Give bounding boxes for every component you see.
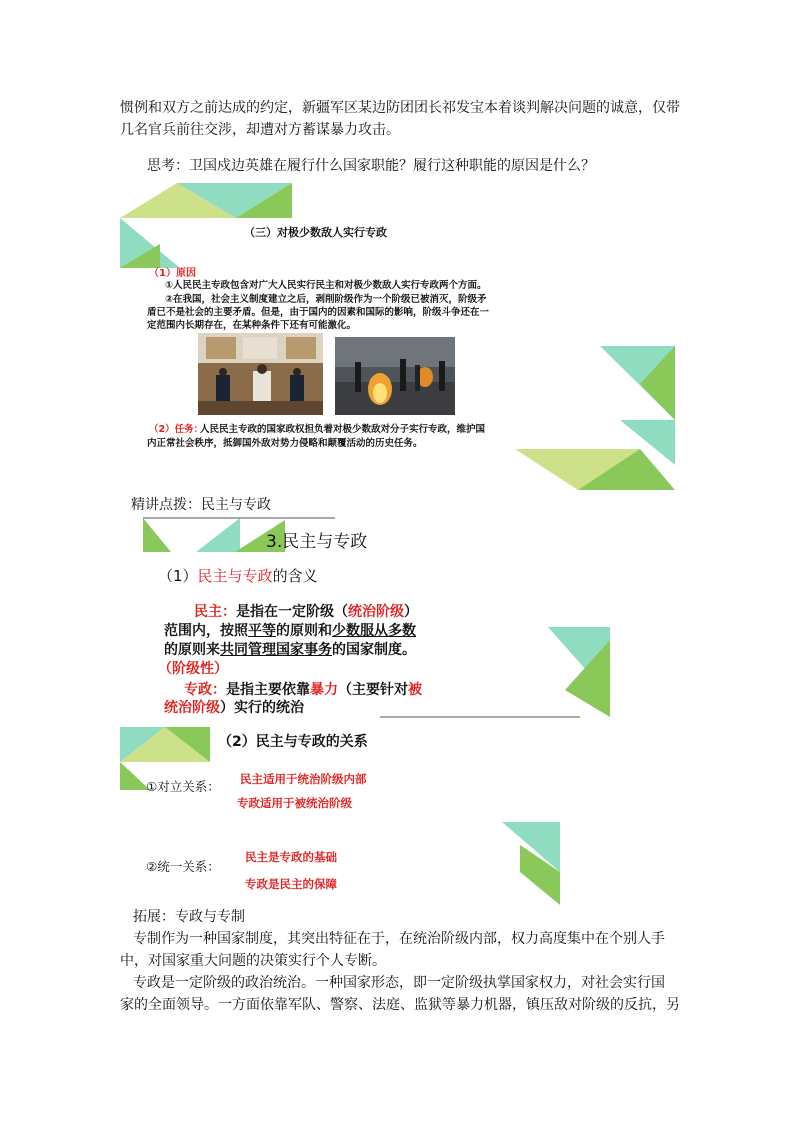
- cause-label: （1）原因: [149, 268, 196, 279]
- think-question: 思考：卫国戍边英雄在履行什么国家职能？履行这种职能的原因是什么？: [147, 158, 595, 174]
- subtitle-red: 民主与专政: [197, 567, 273, 585]
- cause-2a: ②在我国，社会主义制度建立之后，剥削阶级作为一个阶级已被消灭，阶级矛: [165, 294, 487, 305]
- democracy-equality: 平等: [248, 623, 276, 639]
- democracy-b2: 的原则和: [276, 623, 332, 639]
- democracy-a2: ）: [404, 604, 418, 620]
- slide3-tri-green-right: [520, 872, 560, 905]
- democracy-a1: 是指在一定阶级（: [236, 604, 348, 620]
- heading-jingjiang: 精讲点拨：民主与专政: [131, 497, 271, 513]
- democracy-majority: 少数服从多数: [332, 623, 416, 639]
- democracy-c1: 的原则来: [164, 642, 220, 658]
- cause-1: ①人民民主专政包含对广大人民实行民主和对极少数敌人实行专政两个方面。: [165, 280, 487, 291]
- extension-title: 拓展：专政与专制: [133, 909, 245, 925]
- democracy-c2: 的国家制度。: [332, 642, 416, 658]
- dictatorship-violence: 暴力: [310, 682, 338, 698]
- unity-2: 专政是民主的保障: [245, 877, 337, 891]
- subtitle-suffix: 的含义: [272, 567, 318, 585]
- dictatorship-ruled-class: 统治阶级: [164, 700, 220, 716]
- cause-2c: 定范围内长期存在，在某种条件下还有可能激化。: [147, 320, 357, 331]
- cause-2b: 盾已不是社会的主要矛盾。但是，由于国内的因素和国际的影响，阶级斗争还在一: [147, 307, 490, 318]
- democracy-ruling-class: 统治阶级: [348, 604, 404, 620]
- dictatorship-a2: （主要针对: [338, 682, 408, 698]
- slide3-title: （2）民主与专政的关系: [218, 734, 368, 750]
- subtitle-prefix: （1）: [158, 567, 198, 585]
- dictatorship-label: 专政：: [184, 682, 226, 698]
- intro-line-1: 惯例和双方之前达成的约定，新疆军区某边防团团长祁发宝本着谈判解决问题的诚意，仅带: [120, 100, 680, 116]
- unity-label: ②统一关系：: [146, 859, 220, 874]
- extension-p2b: 家的全面领导。一方面依靠军队、警察、法庭、监狱等暴力机器，镇压敌对阶级的反抗，另: [120, 997, 680, 1013]
- democracy-manage: 共同管理国家事务: [220, 642, 332, 658]
- opposition-1: 民主适用于统治阶级内部: [240, 772, 367, 786]
- task-label: （2）任务：: [149, 424, 204, 435]
- unity-1: 民主是专政的基础: [245, 850, 337, 864]
- dictatorship-b2: ）实行的统治: [220, 700, 304, 716]
- dictatorship-a1: 是指主要依靠: [226, 682, 310, 698]
- dictatorship-bei: 被: [408, 682, 422, 698]
- opposition-2: 专政适用于被统治阶级: [237, 796, 352, 810]
- intro-line-2: 几名官兵前往交涉，却遭对方蓄谋暴力攻击。: [120, 122, 400, 138]
- extension-p1b: 中，对国家重大问题的决策实行个人专断。: [120, 953, 386, 969]
- democracy-class-nature: （阶级性）: [158, 661, 228, 677]
- extension-p2a: 专政是一定阶级的政治统治。一种国家形态，即一定阶级执掌国家权力，对社会实行国: [133, 975, 665, 991]
- task-a: 人民民主专政的国家政权担负着对极少数敌对分子实行专政，维护国: [200, 424, 486, 435]
- slide2-title: 3.民主与专政: [266, 532, 368, 552]
- democracy-label: 民主：: [194, 604, 236, 620]
- slide1-title: （三）对极少数敌人实行专政: [244, 226, 387, 239]
- task-b: 内正常社会秩序，抵御国外敌对势力侵略和颠覆活动的历史任务。: [147, 438, 423, 449]
- democracy-b1: 范围内，按照: [164, 623, 248, 639]
- opposition-label: ①对立关系：: [146, 779, 220, 794]
- extension-p1a: 专制作为一种国家制度，其突出特征在于，在统治阶级内部，权力高度集中在个别人手: [133, 931, 665, 947]
